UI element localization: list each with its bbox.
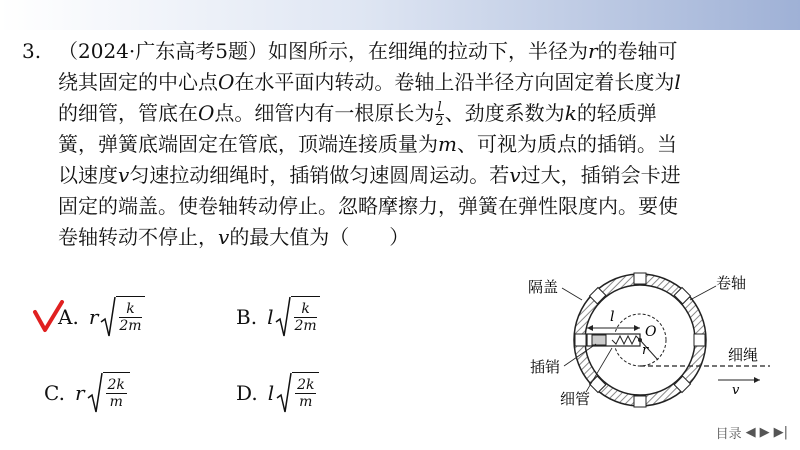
text-seg: 绕其固定的中心点 <box>58 70 218 94</box>
label-cap: 隔盖 <box>528 278 559 296</box>
last-slide-icon[interactable]: ▶| <box>773 425 788 440</box>
text-seg: 、可视为质点的插销。当 <box>456 132 677 156</box>
question-line-6 <box>22 191 782 222</box>
var-v: v <box>218 225 230 249</box>
label-r: r <box>642 343 649 358</box>
menu-button[interactable]: 目录 <box>715 427 742 442</box>
prev-slide-icon[interactable]: ◀ <box>745 425 756 440</box>
question-number: 3. <box>22 39 42 63</box>
text-seg: 的最大值为（ ） <box>229 225 410 249</box>
var-v: v <box>118 163 130 187</box>
var-v: v <box>509 163 521 187</box>
label-l: l <box>610 309 615 325</box>
question-line-1 <box>22 36 782 67</box>
text-seg: 的轻质弹 <box>576 101 657 125</box>
text-seg: （2024·广东高考5题）如图所示，在细绳的拉动下，半径为 <box>58 39 588 63</box>
text-seg: 、劲度系数为 <box>444 101 565 125</box>
option-coef: r <box>88 305 99 329</box>
option-coef: r <box>74 381 85 405</box>
text-seg: 点。细管内有一根原长为 <box>214 101 435 125</box>
question-line-3 <box>22 98 782 129</box>
pin <box>592 335 606 345</box>
option-a[interactable] <box>58 296 145 338</box>
option-coef: l <box>267 381 275 405</box>
var-O: O <box>198 101 215 125</box>
text-seg: 簧，弹簧底端固定在管底，顶端连接质量为 <box>58 132 438 156</box>
fraction-l-over-2: $\frac{l}{2}$ <box>435 100 444 129</box>
answer-check-icon <box>32 300 66 334</box>
text-seg: 的卷轴可 <box>597 39 678 63</box>
var-O: O <box>218 70 235 94</box>
option-letter: B. <box>236 305 258 329</box>
spool-diagram <box>520 268 790 418</box>
option-c[interactable] <box>44 372 130 414</box>
text-seg: 过大，插销会卡进 <box>520 163 681 187</box>
header-band <box>0 0 800 30</box>
question-line-4 <box>22 129 782 160</box>
text-seg: 固定的端盖。使卷轴转动停止。忽略摩擦力，弹簧在弹性限度内。要使 <box>58 194 678 218</box>
question-line-7 <box>22 222 782 253</box>
option-letter: A. <box>58 305 79 329</box>
option-letter: C. <box>44 381 65 405</box>
slide-nav <box>716 423 788 442</box>
sqrt-expression: 2k m <box>87 372 130 414</box>
next-slide-icon[interactable]: ▶ <box>759 425 770 440</box>
option-d[interactable] <box>236 372 319 414</box>
text-seg: 以速度 <box>58 163 118 187</box>
question-line-5 <box>22 160 782 191</box>
label-O: O <box>645 324 657 340</box>
option-b[interactable] <box>236 296 320 338</box>
label-spool: 卷轴 <box>716 274 747 292</box>
label-tube: 细管 <box>560 390 591 408</box>
label-v: v <box>732 383 740 398</box>
var-k: k <box>564 101 577 125</box>
var-m: m <box>438 132 457 156</box>
label-pin: 插销 <box>530 358 561 376</box>
text-seg: 匀速拉动细绳时，插销做匀速圆周运动。若 <box>129 163 510 187</box>
label-rope: 细绳 <box>728 346 759 364</box>
var-l: l <box>674 70 681 94</box>
question-line-2 <box>22 67 782 98</box>
sqrt-expression: 2k m <box>276 372 319 414</box>
option-coef: l <box>267 305 274 329</box>
sqrt-expression: k 2m <box>100 296 144 338</box>
text-seg: 在水平面内转动。卷轴上沿半径方向固定着长度为 <box>234 70 675 94</box>
option-letter: D. <box>236 381 258 405</box>
sqrt-expression: k 2m <box>275 296 319 338</box>
text-seg: 卷轴转动不停止， <box>58 225 218 249</box>
text-seg: 的细管，管底在 <box>58 101 198 125</box>
var-r: r <box>587 39 598 63</box>
question-text <box>22 36 782 253</box>
